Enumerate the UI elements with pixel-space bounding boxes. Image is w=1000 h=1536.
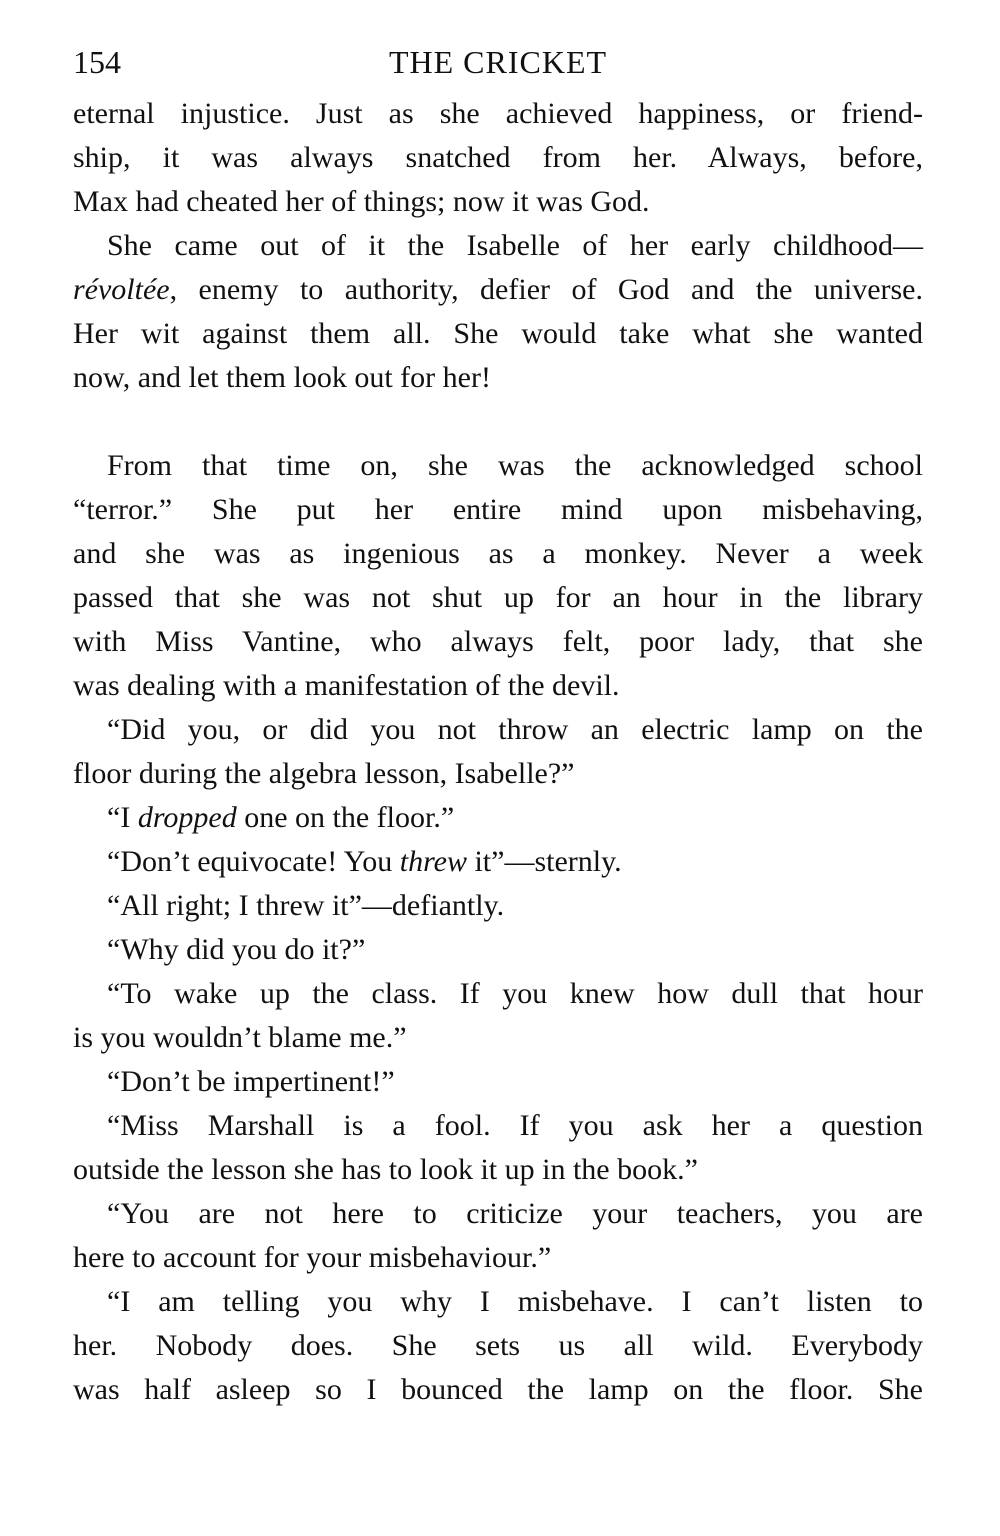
text-run: one on the floor.” bbox=[236, 801, 455, 834]
paragraph bbox=[73, 444, 923, 708]
text-line: “I am telling you why I misbehave. I can’t listen to bbox=[107, 1285, 923, 1318]
text-line: “Did you, or did you not throw an electric lamp on the bbox=[107, 713, 923, 746]
text-line: “Why did you do it?” bbox=[107, 933, 366, 966]
text-run: it”—sternly. bbox=[466, 845, 622, 878]
text-line: floor during the algebra lesson, Isabelle?” bbox=[73, 757, 575, 790]
section-break bbox=[73, 400, 923, 444]
text-line: with Miss Vantine, who always felt, poor lady, that she bbox=[73, 625, 923, 658]
text-line: ship, it was always snatched from her. Always, before, bbox=[73, 141, 923, 174]
dialogue-line bbox=[73, 796, 923, 840]
text-run: “Don’t equivocate! You bbox=[107, 845, 400, 878]
text-line bbox=[73, 268, 923, 312]
dialogue-line bbox=[73, 884, 923, 928]
text-line: and she was as ingenious as a monkey. Never a week bbox=[73, 537, 923, 570]
dialogue-line bbox=[73, 840, 923, 884]
text-line: “terror.” She put her entire mind upon misbehaving, bbox=[73, 493, 923, 526]
text-line: now, and let them look out for her! bbox=[73, 361, 491, 394]
text-run: “I bbox=[107, 801, 138, 834]
text-line: She came out of it the Isabelle of her early childhood— bbox=[107, 229, 923, 262]
dialogue-line bbox=[73, 972, 923, 1060]
text-line: passed that she was not shut up for an hour in the library bbox=[73, 581, 923, 614]
text-run: , enemy to authority, defier of God and the universe. bbox=[169, 273, 923, 306]
italic-word: threw bbox=[399, 845, 467, 878]
text-line: was dealing with a manifestation of the devil. bbox=[73, 669, 620, 702]
text-line: From that time on, she was the acknowledged school bbox=[107, 449, 923, 482]
paragraph bbox=[73, 708, 923, 796]
text-line: eternal injustice. Just as she achieved happiness, or friend- bbox=[73, 97, 923, 130]
body-text bbox=[73, 92, 923, 1412]
dialogue-line bbox=[73, 1280, 923, 1412]
paragraph bbox=[73, 92, 923, 224]
text-line: “All right; I threw it”—defiantly. bbox=[107, 889, 505, 922]
text-line: Her wit against them all. She would take what she wanted bbox=[73, 317, 923, 350]
italic-word: révoltée bbox=[73, 273, 170, 306]
dialogue-line bbox=[73, 1060, 923, 1104]
text-line: “To wake up the class. If you knew how dull that hour bbox=[107, 977, 923, 1010]
text-line: is you wouldn’t blame me.” bbox=[73, 1021, 407, 1054]
italic-word: dropped bbox=[137, 801, 237, 834]
text-line bbox=[73, 840, 923, 884]
text-line: her. Nobody does. She sets us all wild. Everybody bbox=[73, 1329, 923, 1362]
text-line: “Miss Marshall is a fool. If you ask her a question bbox=[107, 1109, 923, 1142]
page-header bbox=[73, 42, 923, 92]
text-line: “You are not here to criticize your teachers, you are bbox=[107, 1197, 923, 1230]
page-number: 154 bbox=[73, 44, 121, 80]
text-line: Max had cheated her of things; now it was God. bbox=[73, 185, 650, 218]
dialogue-line bbox=[73, 1192, 923, 1280]
paragraph bbox=[73, 224, 923, 400]
running-title: THE CRICKET bbox=[388, 44, 608, 80]
text-line: was half asleep so I bounced the lamp on the floor. She bbox=[73, 1373, 923, 1406]
dialogue-line bbox=[73, 928, 923, 972]
dialogue-line bbox=[73, 1104, 923, 1192]
text-line bbox=[73, 796, 923, 840]
book-page bbox=[73, 42, 923, 1412]
text-line: “Don’t be impertinent!” bbox=[107, 1065, 395, 1098]
text-line: here to account for your misbehaviour.” bbox=[73, 1241, 552, 1274]
text-line: outside the lesson she has to look it up in the book.” bbox=[73, 1153, 698, 1186]
